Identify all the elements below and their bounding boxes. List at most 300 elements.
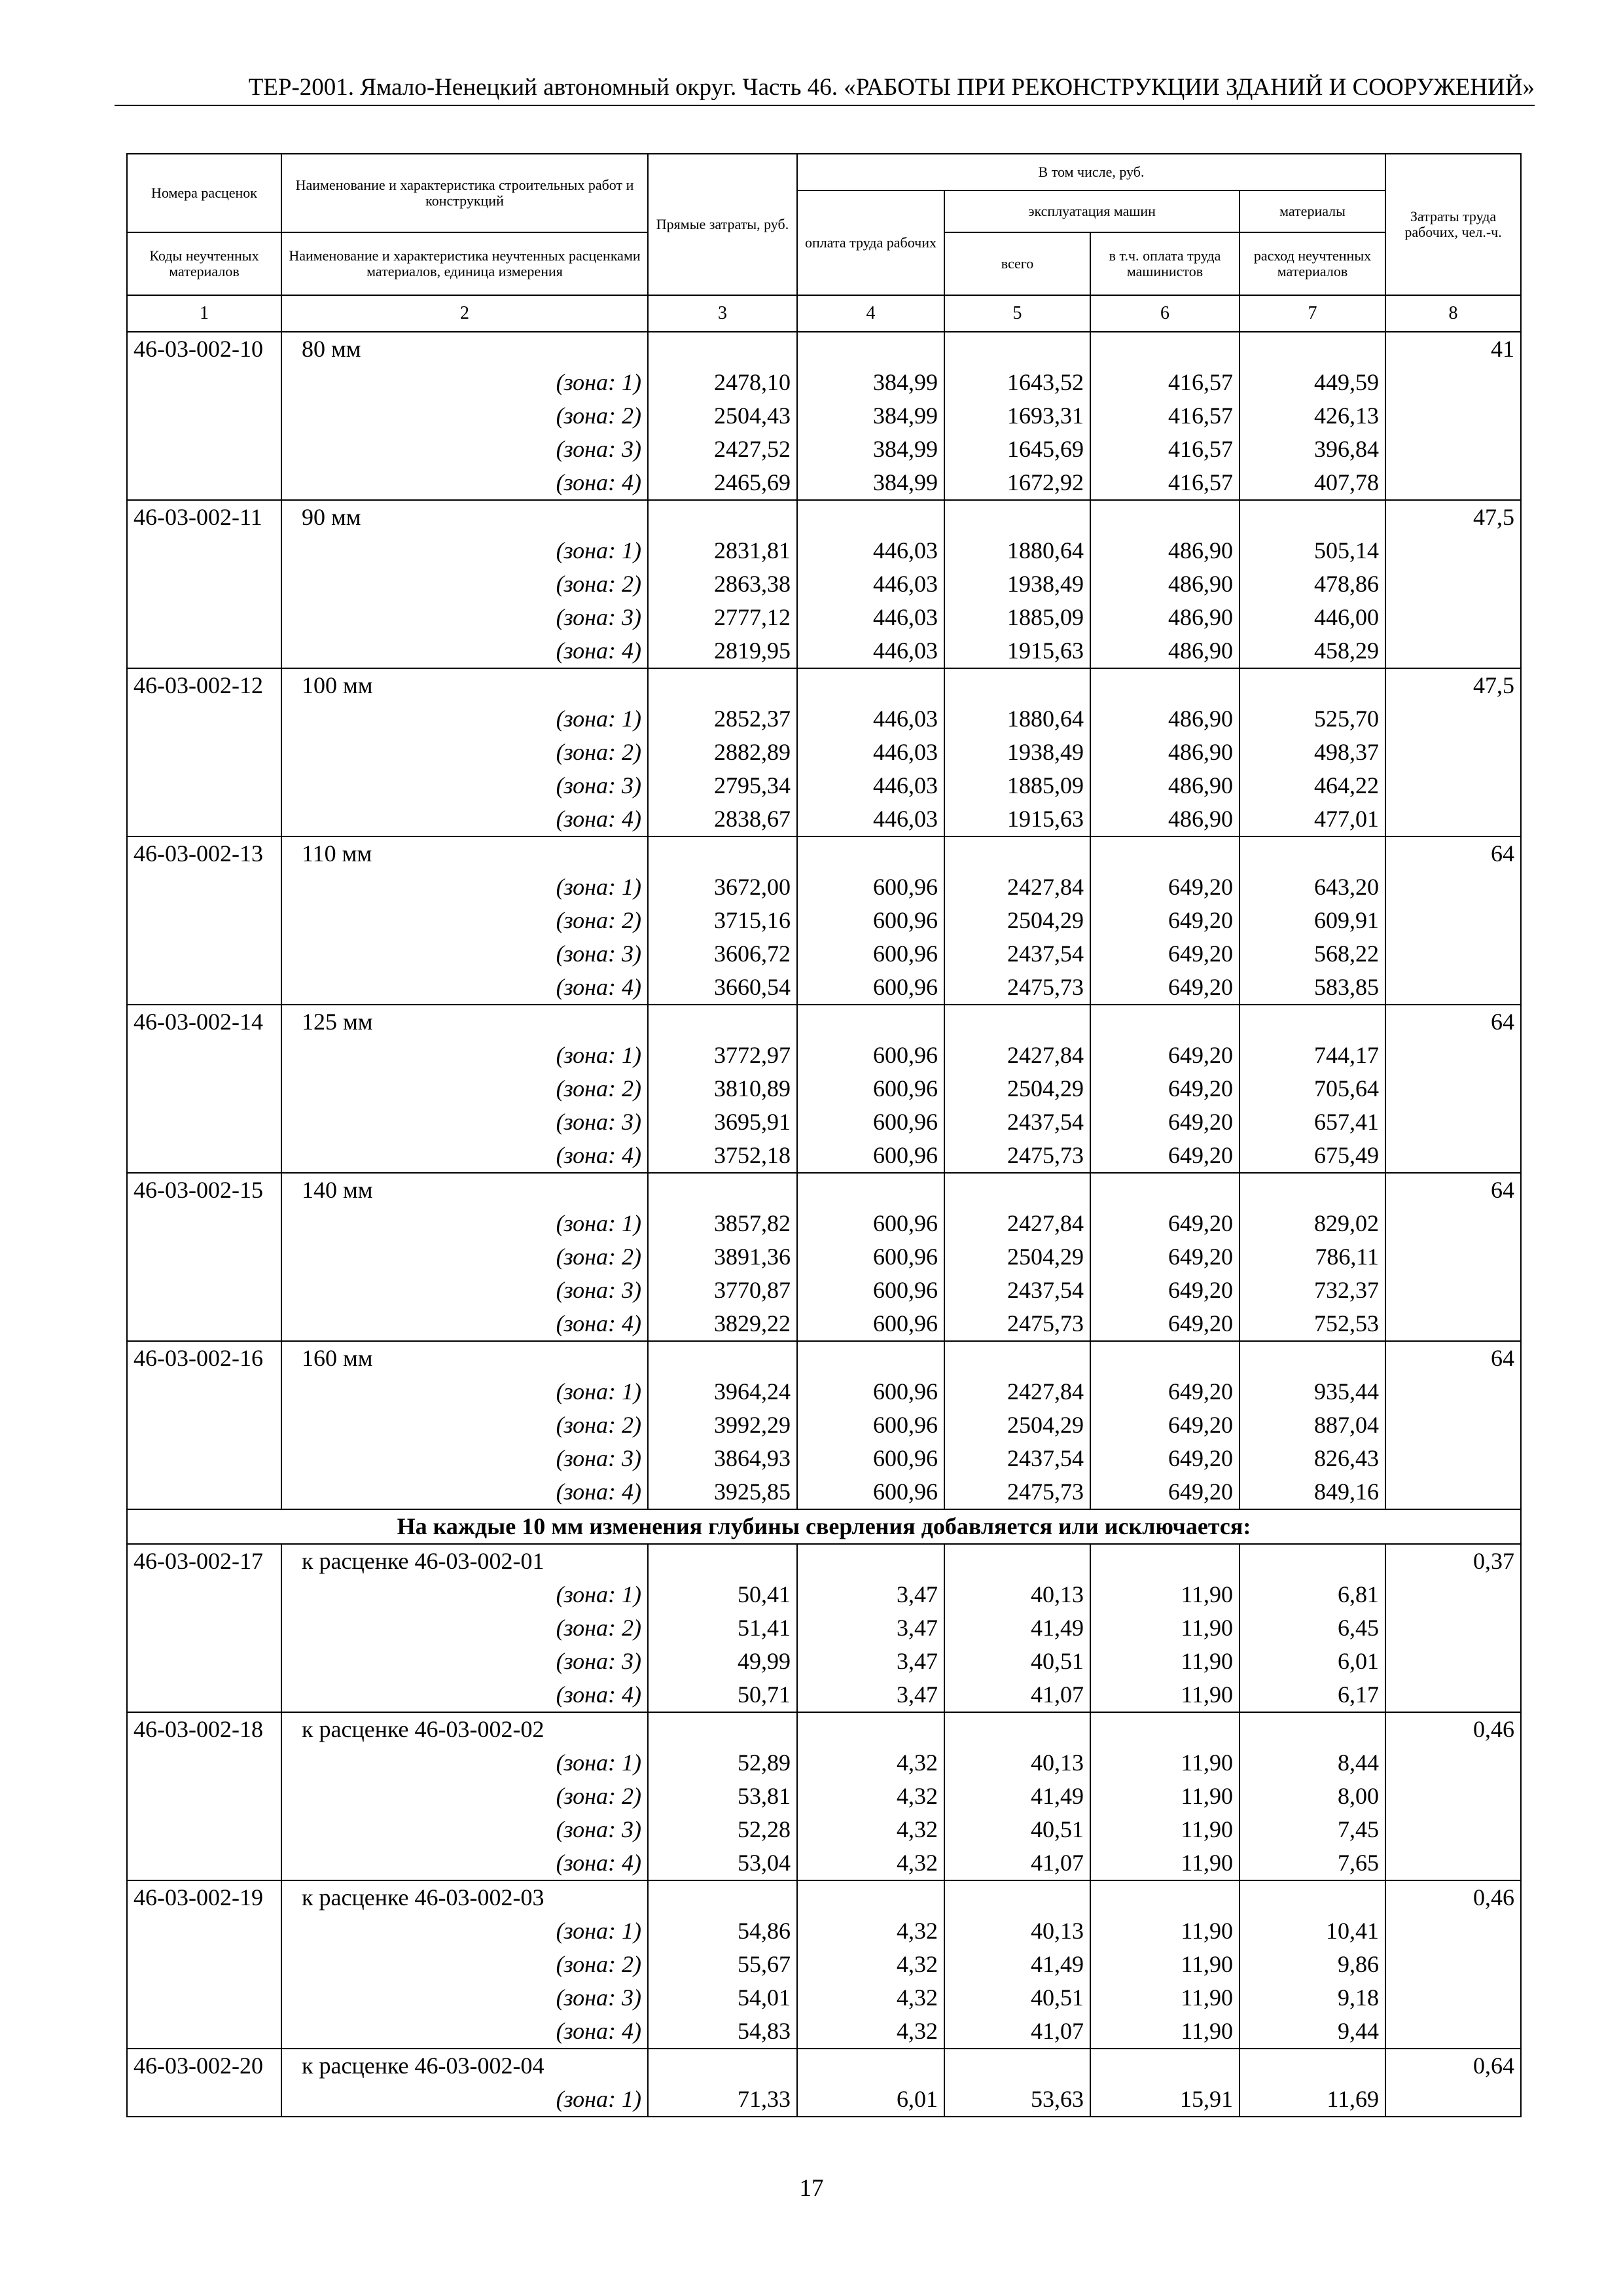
empty-cell xyxy=(797,1544,944,1578)
operator-pay-cell: 649,20 xyxy=(1090,1274,1240,1307)
worker-pay-cell: 4,32 xyxy=(797,1813,944,1846)
direct-costs-cell: 3864,93 xyxy=(648,1442,797,1475)
direct-costs-cell: 3964,24 xyxy=(648,1375,797,1408)
empty-cell xyxy=(1385,1207,1521,1240)
zone-label: (зона: 1) xyxy=(281,1578,648,1611)
zone-row xyxy=(127,1948,1521,1981)
column-number: 4 xyxy=(797,295,944,332)
zone-row xyxy=(127,399,1521,433)
empty-cell xyxy=(1240,332,1385,366)
rate-name: к расценке 46-03-002-03 xyxy=(281,1880,648,1914)
direct-costs-cell: 2819,95 xyxy=(648,634,797,668)
empty-cell xyxy=(1385,736,1521,769)
operator-pay-cell: 486,90 xyxy=(1090,736,1240,769)
zone-row xyxy=(127,702,1521,736)
machine-total-cell: 41,49 xyxy=(944,1948,1090,1981)
empty-cell xyxy=(127,2015,281,2049)
direct-costs-cell: 53,81 xyxy=(648,1780,797,1813)
empty-cell xyxy=(1385,904,1521,937)
empty-cell xyxy=(1385,1611,1521,1645)
empty-cell xyxy=(648,1880,797,1914)
worker-pay-cell: 600,96 xyxy=(797,870,944,904)
empty-cell xyxy=(127,1645,281,1678)
labor-cost-cell: 0,46 xyxy=(1385,1880,1521,1914)
worker-pay-cell: 446,03 xyxy=(797,802,944,836)
empty-cell xyxy=(127,1442,281,1475)
empty-cell xyxy=(797,1341,944,1375)
operator-pay-cell: 11,90 xyxy=(1090,1981,1240,2015)
empty-cell xyxy=(127,1207,281,1240)
empty-cell xyxy=(648,500,797,534)
zone-label: (зона: 2) xyxy=(281,1948,648,1981)
machine-total-cell: 1645,69 xyxy=(944,433,1090,466)
rate-code: 46-03-002-12 xyxy=(127,668,281,702)
empty-cell xyxy=(944,2049,1090,2083)
worker-pay-cell: 600,96 xyxy=(797,1307,944,1341)
header-machine-operation: эксплуатация машин xyxy=(944,190,1240,232)
worker-pay-cell: 446,03 xyxy=(797,601,944,634)
direct-costs-cell: 2795,34 xyxy=(648,769,797,802)
empty-cell xyxy=(1385,1948,1521,1981)
zone-label: (зона: 4) xyxy=(281,466,648,500)
empty-cell xyxy=(1385,399,1521,433)
zone-row xyxy=(127,1578,1521,1611)
operator-pay-cell: 11,90 xyxy=(1090,1611,1240,1645)
worker-pay-cell: 600,96 xyxy=(797,1105,944,1139)
worker-pay-cell: 4,32 xyxy=(797,1780,944,1813)
page-header-title: ТЕР-2001. Ямало-Ненецкий автономный округ. Часть 46. «РАБОТЫ ПРИ РЕКОНСТРУКЦИИ ЗДАНИЙ И СООРУЖЕНИЙ» xyxy=(248,74,1535,101)
worker-pay-cell: 4,32 xyxy=(797,1948,944,1981)
empty-cell xyxy=(1385,1375,1521,1408)
empty-cell xyxy=(797,500,944,534)
empty-cell xyxy=(944,1341,1090,1375)
worker-pay-cell: 600,96 xyxy=(797,1207,944,1240)
machine-total-cell: 1672,92 xyxy=(944,466,1090,500)
operator-pay-cell: 649,20 xyxy=(1090,937,1240,971)
zone-row xyxy=(127,1307,1521,1341)
empty-cell xyxy=(1385,870,1521,904)
empty-cell xyxy=(127,1139,281,1173)
empty-cell xyxy=(1385,1408,1521,1442)
zone-row xyxy=(127,1914,1521,1948)
materials-cell: 609,91 xyxy=(1240,904,1385,937)
zone-label: (зона: 4) xyxy=(281,971,648,1005)
empty-cell xyxy=(648,1341,797,1375)
direct-costs-cell: 2465,69 xyxy=(648,466,797,500)
operator-pay-cell: 11,90 xyxy=(1090,1780,1240,1813)
zone-label: (зона: 4) xyxy=(281,1307,648,1341)
zone-label: (зона: 1) xyxy=(281,1039,648,1072)
zone-row xyxy=(127,1780,1521,1813)
rate-code: 46-03-002-10 xyxy=(127,332,281,366)
operator-pay-cell: 11,90 xyxy=(1090,1948,1240,1981)
empty-cell xyxy=(127,1039,281,1072)
empty-cell xyxy=(1385,1105,1521,1139)
empty-cell xyxy=(797,1005,944,1039)
labor-cost-cell: 0,46 xyxy=(1385,1712,1521,1746)
zone-label: (зона: 2) xyxy=(281,399,648,433)
materials-cell: 8,00 xyxy=(1240,1780,1385,1813)
zone-label: (зона: 1) xyxy=(281,702,648,736)
worker-pay-cell: 4,32 xyxy=(797,1914,944,1948)
rate-group-header xyxy=(127,2049,1521,2083)
zone-label: (зона: 1) xyxy=(281,534,648,567)
operator-pay-cell: 649,20 xyxy=(1090,1240,1240,1274)
worker-pay-cell: 600,96 xyxy=(797,1408,944,1442)
materials-cell: 6,45 xyxy=(1240,1611,1385,1645)
empty-cell xyxy=(1090,668,1240,702)
header-materials: материалы xyxy=(1240,190,1385,232)
empty-cell xyxy=(648,332,797,366)
empty-cell xyxy=(1385,1645,1521,1678)
operator-pay-cell: 486,90 xyxy=(1090,802,1240,836)
empty-cell xyxy=(127,1072,281,1105)
empty-cell xyxy=(1090,1712,1240,1746)
rate-name: к расценке 46-03-002-04 xyxy=(281,2049,648,2083)
empty-cell xyxy=(1385,937,1521,971)
empty-cell xyxy=(127,2083,281,2117)
zone-label: (зона: 4) xyxy=(281,2015,648,2049)
empty-cell xyxy=(944,836,1090,870)
materials-cell: 7,45 xyxy=(1240,1813,1385,1846)
machine-total-cell: 1938,49 xyxy=(944,567,1090,601)
machine-total-cell: 2504,29 xyxy=(944,1408,1090,1442)
empty-cell xyxy=(944,1173,1090,1207)
materials-cell: 407,78 xyxy=(1240,466,1385,500)
machine-total-cell: 41,07 xyxy=(944,1846,1090,1880)
empty-cell xyxy=(1385,1307,1521,1341)
operator-pay-cell: 15,91 xyxy=(1090,2083,1240,2117)
operator-pay-cell: 649,20 xyxy=(1090,1039,1240,1072)
zone-label: (зона: 2) xyxy=(281,1072,648,1105)
worker-pay-cell: 600,96 xyxy=(797,1375,944,1408)
empty-cell xyxy=(648,1544,797,1578)
empty-cell xyxy=(648,668,797,702)
zone-row xyxy=(127,802,1521,836)
worker-pay-cell: 446,03 xyxy=(797,769,944,802)
zone-label: (зона: 3) xyxy=(281,1274,648,1307)
worker-pay-cell: 600,96 xyxy=(797,1240,944,1274)
worker-pay-cell: 384,99 xyxy=(797,366,944,399)
direct-costs-cell: 2852,37 xyxy=(648,702,797,736)
machine-total-cell: 2475,73 xyxy=(944,1139,1090,1173)
zone-label: (зона: 3) xyxy=(281,433,648,466)
materials-cell: 477,01 xyxy=(1240,802,1385,836)
zone-row xyxy=(127,1408,1521,1442)
zone-row xyxy=(127,1139,1521,1173)
zone-label: (зона: 2) xyxy=(281,567,648,601)
operator-pay-cell: 11,90 xyxy=(1090,1746,1240,1780)
empty-cell xyxy=(127,870,281,904)
machine-total-cell: 41,49 xyxy=(944,1611,1090,1645)
empty-cell xyxy=(1385,366,1521,399)
labor-cost-cell: 41 xyxy=(1385,332,1521,366)
zone-label: (зона: 1) xyxy=(281,870,648,904)
machine-total-cell: 1915,63 xyxy=(944,802,1090,836)
rate-code: 46-03-002-19 xyxy=(127,1880,281,1914)
direct-costs-cell: 2838,67 xyxy=(648,802,797,836)
empty-cell xyxy=(1385,1578,1521,1611)
zone-row xyxy=(127,601,1521,634)
empty-cell xyxy=(127,1240,281,1274)
header-unaccounted-materials: расход неучтенных материалов xyxy=(1240,232,1385,295)
zone-row xyxy=(127,904,1521,937)
zone-row xyxy=(127,634,1521,668)
direct-costs-cell: 3925,85 xyxy=(648,1475,797,1509)
operator-pay-cell: 486,90 xyxy=(1090,601,1240,634)
empty-cell xyxy=(1385,1240,1521,1274)
rates-body-main xyxy=(127,332,1521,1509)
empty-cell xyxy=(1385,534,1521,567)
worker-pay-cell: 3,47 xyxy=(797,1645,944,1678)
rate-group-header xyxy=(127,1712,1521,1746)
direct-costs-cell: 2478,10 xyxy=(648,366,797,399)
direct-costs-cell: 3770,87 xyxy=(648,1274,797,1307)
empty-cell xyxy=(797,2049,944,2083)
header-rate-numbers: Номера расценок xyxy=(127,154,281,232)
machine-total-cell: 2427,84 xyxy=(944,1375,1090,1408)
zone-row xyxy=(127,2015,1521,2049)
direct-costs-cell: 50,41 xyxy=(648,1578,797,1611)
header-material-names: Наименование и характеристика неучтенных расценками материалов, единица измерения xyxy=(281,232,648,295)
empty-cell xyxy=(1385,1780,1521,1813)
zone-label: (зона: 2) xyxy=(281,904,648,937)
header-worker-pay: оплата труда рабочих xyxy=(797,190,944,295)
zone-label: (зона: 2) xyxy=(281,1408,648,1442)
materials-cell: 675,49 xyxy=(1240,1139,1385,1173)
materials-cell: 449,59 xyxy=(1240,366,1385,399)
empty-cell xyxy=(127,567,281,601)
empty-cell xyxy=(1385,971,1521,1005)
column-number: 5 xyxy=(944,295,1090,332)
empty-cell xyxy=(127,971,281,1005)
materials-cell: 458,29 xyxy=(1240,634,1385,668)
machine-total-cell: 1880,64 xyxy=(944,702,1090,736)
empty-cell xyxy=(797,332,944,366)
worker-pay-cell: 600,96 xyxy=(797,1475,944,1509)
empty-cell xyxy=(1090,836,1240,870)
empty-cell xyxy=(1385,1475,1521,1509)
worker-pay-cell: 446,03 xyxy=(797,567,944,601)
direct-costs-cell: 3752,18 xyxy=(648,1139,797,1173)
rate-name: 80 мм xyxy=(281,332,648,366)
zone-label: (зона: 3) xyxy=(281,937,648,971)
machine-total-cell: 40,13 xyxy=(944,1578,1090,1611)
zone-row xyxy=(127,366,1521,399)
empty-cell xyxy=(797,1880,944,1914)
direct-costs-cell: 3829,22 xyxy=(648,1307,797,1341)
empty-cell xyxy=(127,601,281,634)
empty-cell xyxy=(127,1475,281,1509)
zone-row xyxy=(127,1475,1521,1509)
empty-cell xyxy=(1090,1173,1240,1207)
direct-costs-cell: 3772,97 xyxy=(648,1039,797,1072)
zone-label: (зона: 1) xyxy=(281,1207,648,1240)
zone-row xyxy=(127,1240,1521,1274)
empty-cell xyxy=(648,2049,797,2083)
empty-cell xyxy=(1385,433,1521,466)
worker-pay-cell: 600,96 xyxy=(797,1039,944,1072)
machine-total-cell: 1915,63 xyxy=(944,634,1090,668)
operator-pay-cell: 11,90 xyxy=(1090,1578,1240,1611)
empty-cell xyxy=(944,332,1090,366)
materials-cell: 6,81 xyxy=(1240,1578,1385,1611)
labor-cost-cell: 47,5 xyxy=(1385,668,1521,702)
direct-costs-cell: 2504,43 xyxy=(648,399,797,433)
machine-total-cell: 41,07 xyxy=(944,1678,1090,1712)
materials-cell: 744,17 xyxy=(1240,1039,1385,1072)
zone-label: (зона: 1) xyxy=(281,1746,648,1780)
rate-group-header xyxy=(127,1005,1521,1039)
operator-pay-cell: 486,90 xyxy=(1090,769,1240,802)
machine-total-cell: 2475,73 xyxy=(944,1307,1090,1341)
header-work-name: Наименование и характеристика строительных работ и конструкций xyxy=(281,154,648,232)
rate-code: 46-03-002-20 xyxy=(127,2049,281,2083)
empty-cell xyxy=(127,1578,281,1611)
zone-label: (зона: 3) xyxy=(281,1105,648,1139)
direct-costs-cell: 3672,00 xyxy=(648,870,797,904)
materials-cell: 464,22 xyxy=(1240,769,1385,802)
machine-total-cell: 40,13 xyxy=(944,1746,1090,1780)
operator-pay-cell: 649,20 xyxy=(1090,971,1240,1005)
empty-cell xyxy=(127,634,281,668)
operator-pay-cell: 11,90 xyxy=(1090,1813,1240,1846)
empty-cell xyxy=(127,1105,281,1139)
zone-row xyxy=(127,433,1521,466)
rate-name: 100 мм xyxy=(281,668,648,702)
materials-cell: 826,43 xyxy=(1240,1442,1385,1475)
operator-pay-cell: 11,90 xyxy=(1090,2015,1240,2049)
empty-cell xyxy=(127,1274,281,1307)
empty-cell xyxy=(1240,2049,1385,2083)
zone-row xyxy=(127,1981,1521,2015)
empty-cell xyxy=(1240,500,1385,534)
direct-costs-cell: 51,41 xyxy=(648,1611,797,1645)
empty-cell xyxy=(944,1880,1090,1914)
zone-row xyxy=(127,1105,1521,1139)
direct-costs-cell: 55,67 xyxy=(648,1948,797,1981)
worker-pay-cell: 3,47 xyxy=(797,1678,944,1712)
operator-pay-cell: 416,57 xyxy=(1090,366,1240,399)
empty-cell xyxy=(797,1173,944,1207)
operator-pay-cell: 649,20 xyxy=(1090,1105,1240,1139)
header-rule xyxy=(115,105,1535,106)
zone-label: (зона: 4) xyxy=(281,634,648,668)
operator-pay-cell: 416,57 xyxy=(1090,466,1240,500)
empty-cell xyxy=(1385,2083,1521,2117)
empty-cell xyxy=(1385,802,1521,836)
operator-pay-cell: 11,90 xyxy=(1090,1678,1240,1712)
machine-total-cell: 1693,31 xyxy=(944,399,1090,433)
worker-pay-cell: 600,96 xyxy=(797,937,944,971)
materials-cell: 11,69 xyxy=(1240,2083,1385,2117)
machine-total-cell: 1938,49 xyxy=(944,736,1090,769)
machine-total-cell: 40,13 xyxy=(944,1914,1090,1948)
materials-cell: 786,11 xyxy=(1240,1240,1385,1274)
rate-group-header xyxy=(127,836,1521,870)
materials-cell: 583,85 xyxy=(1240,971,1385,1005)
empty-cell xyxy=(127,399,281,433)
column-number: 6 xyxy=(1090,295,1240,332)
rate-name: 125 мм xyxy=(281,1005,648,1039)
empty-cell xyxy=(1385,1981,1521,2015)
zone-row xyxy=(127,1813,1521,1846)
column-number: 1 xyxy=(127,295,281,332)
zone-label: (зона: 2) xyxy=(281,1611,648,1645)
direct-costs-cell: 54,01 xyxy=(648,1981,797,2015)
rate-name: 140 мм xyxy=(281,1173,648,1207)
worker-pay-cell: 446,03 xyxy=(797,702,944,736)
materials-cell: 705,64 xyxy=(1240,1072,1385,1105)
materials-cell: 6,17 xyxy=(1240,1678,1385,1712)
labor-cost-cell: 64 xyxy=(1385,836,1521,870)
page-number: 17 xyxy=(799,2175,824,2202)
operator-pay-cell: 11,90 xyxy=(1090,1846,1240,1880)
machine-total-cell: 40,51 xyxy=(944,1813,1090,1846)
zone-row xyxy=(127,971,1521,1005)
empty-cell xyxy=(127,937,281,971)
machine-total-cell: 53,63 xyxy=(944,2083,1090,2117)
operator-pay-cell: 416,57 xyxy=(1090,433,1240,466)
empty-cell xyxy=(127,1813,281,1846)
zone-row xyxy=(127,534,1521,567)
machine-total-cell: 2437,54 xyxy=(944,1274,1090,1307)
empty-cell xyxy=(127,433,281,466)
worker-pay-cell: 600,96 xyxy=(797,971,944,1005)
worker-pay-cell: 384,99 xyxy=(797,399,944,433)
labor-cost-cell: 64 xyxy=(1385,1005,1521,1039)
zone-row xyxy=(127,1611,1521,1645)
worker-pay-cell: 3,47 xyxy=(797,1611,944,1645)
empty-cell xyxy=(944,668,1090,702)
empty-cell xyxy=(127,736,281,769)
machine-total-cell: 2427,84 xyxy=(944,1207,1090,1240)
worker-pay-cell: 446,03 xyxy=(797,534,944,567)
zone-row xyxy=(127,1207,1521,1240)
zone-label: (зона: 4) xyxy=(281,1846,648,1880)
labor-cost-cell: 47,5 xyxy=(1385,500,1521,534)
column-number: 2 xyxy=(281,295,648,332)
direct-costs-cell: 2882,89 xyxy=(648,736,797,769)
zone-row xyxy=(127,1645,1521,1678)
empty-cell xyxy=(127,1780,281,1813)
direct-costs-cell: 3857,82 xyxy=(648,1207,797,1240)
operator-pay-cell: 11,90 xyxy=(1090,1645,1240,1678)
operator-pay-cell: 649,20 xyxy=(1090,904,1240,937)
empty-cell xyxy=(127,769,281,802)
empty-cell xyxy=(1090,1341,1240,1375)
direct-costs-cell: 50,71 xyxy=(648,1678,797,1712)
header-incl-operator-pay: в т.ч. оплата труда машинистов xyxy=(1090,232,1240,295)
direct-costs-cell: 2831,81 xyxy=(648,534,797,567)
direct-costs-cell: 54,86 xyxy=(648,1914,797,1948)
direct-costs-cell: 49,99 xyxy=(648,1645,797,1678)
zone-row xyxy=(127,1678,1521,1712)
machine-total-cell: 41,49 xyxy=(944,1780,1090,1813)
empty-cell xyxy=(127,534,281,567)
direct-costs-cell: 53,04 xyxy=(648,1846,797,1880)
rate-group-header xyxy=(127,668,1521,702)
empty-cell xyxy=(1385,466,1521,500)
empty-cell xyxy=(127,904,281,937)
zone-label: (зона: 3) xyxy=(281,1813,648,1846)
empty-cell xyxy=(1385,634,1521,668)
zone-label: (зона: 2) xyxy=(281,1780,648,1813)
empty-cell xyxy=(1385,702,1521,736)
rate-group-header xyxy=(127,500,1521,534)
materials-cell: 7,65 xyxy=(1240,1846,1385,1880)
direct-costs-cell: 3695,91 xyxy=(648,1105,797,1139)
